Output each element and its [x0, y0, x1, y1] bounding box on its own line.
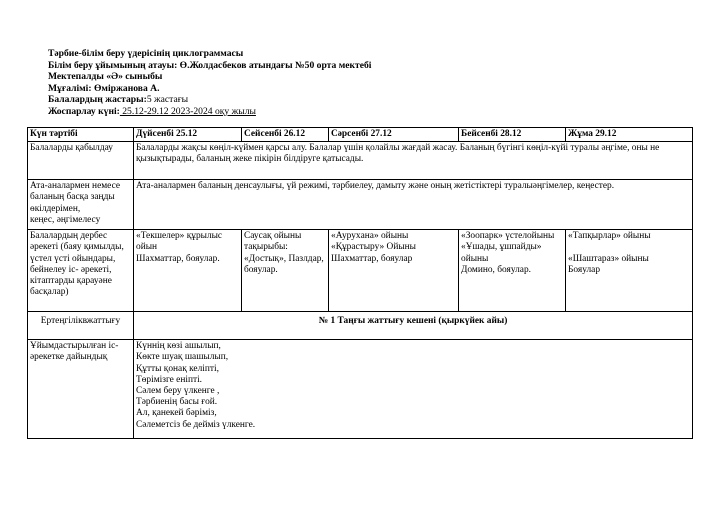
activity-cell: «Зоопарк» үстелойыны «Ұшады, ұшпайды» ойыны Домино, бояулар.	[459, 230, 566, 312]
table-row	[28, 180, 693, 230]
exercise-text: № 1 Таңғы жаттығу кешені (қыркүйек айы)	[134, 312, 693, 340]
poem-line: Сәлеметсіз бе дейміз үлкенге.	[136, 419, 256, 430]
teacher-line	[48, 83, 371, 95]
column-header: Дүйсенбі 25.12	[134, 128, 242, 142]
column-header: Сәрсенбі 27.12	[329, 128, 459, 142]
poem-line: Тәрбиенің басы ғой.	[136, 397, 218, 408]
poem-line: Күннің көзі ашылып,	[136, 341, 221, 352]
document-header	[48, 48, 371, 118]
plan-date-label: Жоспарлау күні:	[48, 105, 120, 117]
column-header: Бейсенбі 28.12	[459, 128, 566, 142]
greeting-text: Балаларды жақсы көңіл-күймен қарсы алу. Балалар үшін қолайлы жағдай жасау. Баланың бүгінгі көңіл-күйі туралы әңгіме, оны не қызықтырады, баланың жеке пікірін білдіруге қатысады.	[134, 142, 693, 180]
organization-line	[48, 60, 371, 72]
document-title: Тәрбие-білім беру үдерісінің циклограммасы	[48, 48, 244, 59]
column-header: Күн тәртібі	[28, 128, 134, 142]
poem-line: Ал, қанекей бәріміз,	[136, 408, 217, 419]
activity-cell: «Текшелер» құрылыс ойын Шахматтар, бояулар.	[134, 230, 242, 312]
table-row	[28, 230, 693, 312]
table-row	[28, 312, 693, 340]
table-row	[28, 142, 693, 180]
row-label: Балаларды қабылдау	[28, 142, 134, 180]
table-header-row	[28, 128, 693, 142]
row-label: Ата-аналармен немесе баланың басқа заңды өкілдерімен, кеңес, әңгімелесу	[28, 180, 134, 230]
row-label: Ұйымдастырылған іс-әрекетке дайындық	[28, 340, 134, 439]
age-line	[48, 94, 371, 106]
schedule-table	[27, 127, 693, 439]
poem-line: Сәлем беру үлкенге ,	[136, 386, 220, 397]
group-line	[48, 71, 371, 83]
teacher-label: Мұғалімі:	[48, 82, 92, 94]
age-label: Балалардың жастары:	[48, 94, 147, 106]
activity-cell: «Тапқырлар» ойыны «Шаштараз» ойыны Бояулар	[566, 230, 693, 312]
column-header: Жұма 29.12	[566, 128, 693, 142]
age-value: 5 жастағы	[146, 94, 189, 106]
organization-value: Ө.Жолдасбеков атындағы №50 орта мектебі	[177, 59, 372, 71]
poem-line: Құтты қонақ келіпті,	[136, 363, 219, 374]
activity-cell: «Ауруxана» ойыны «Құрастыру» Ойыны Шахматтар, бояулар	[329, 230, 459, 312]
column-header: Сейсенбі 26.12	[242, 128, 329, 142]
poem-line: Көкте шуақ шашылып,	[136, 352, 229, 363]
table-row	[28, 340, 693, 439]
organization-label: Білім беру ұйымының атауы:	[48, 59, 178, 71]
activity-cell: Саусақ ойыны тақырыбы: «Достық», Пазлдар, бояулар.	[242, 230, 329, 312]
poem-line: Төрімізге еніпті.	[136, 374, 203, 385]
row-label: Ертеңгіліквжаттығу	[28, 312, 134, 340]
plan-date-value: 25.12-29.12 2023-2024 оқу жылы	[119, 105, 256, 117]
row-label: Балалардың дербес әрекеті (баяу қимылды, үстел үсті ойындары, бейнелеу іс- әрекеті, кітаптарды қарауәне басқалар)	[28, 230, 134, 312]
group-label: Мектепалды «Ә» сыныбы	[48, 71, 163, 83]
greeting-poem	[134, 340, 693, 439]
plan-date-line	[48, 106, 371, 118]
teacher-value: Өміржанова А.	[91, 82, 160, 94]
parents-text: Ата-аналармен баланың денсаулығы, үй режимі, тәрбиелеу, дамыту және оның жетістіктері туралыәңгімелер, кеңестер.	[134, 180, 693, 230]
